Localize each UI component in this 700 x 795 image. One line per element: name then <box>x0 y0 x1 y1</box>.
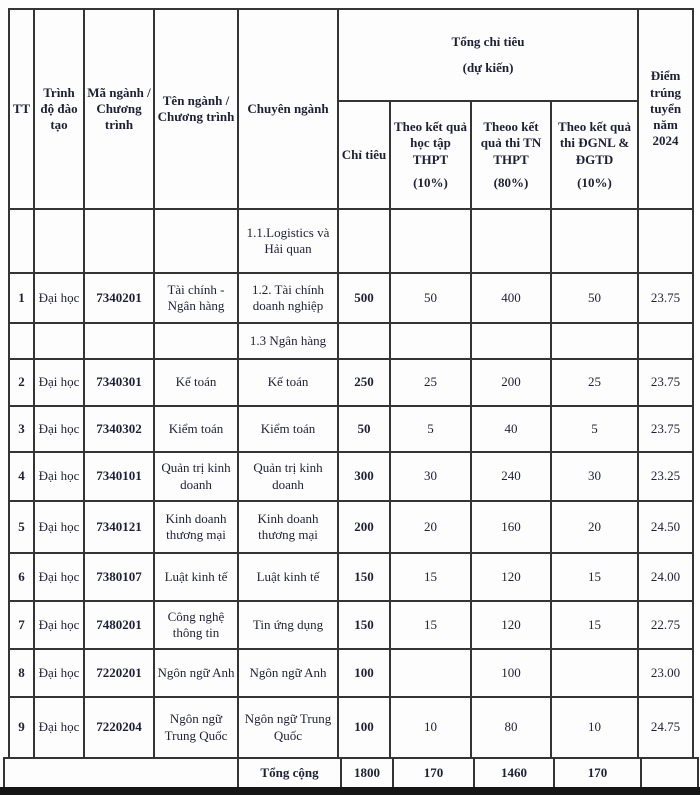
total-row-table <box>3 757 699 789</box>
exam-cell: 240 <box>471 452 551 501</box>
transcript-cell: 15 <box>390 601 471 649</box>
exam-cell <box>471 209 551 273</box>
header-quota: Chỉ tiêu <box>338 101 390 209</box>
major-cell: Quản trị kinh doanh <box>154 452 238 501</box>
level-cell: Đại học <box>34 553 84 601</box>
score-cell: 22.75 <box>638 601 693 649</box>
header-major: Tên ngành / Chương trình <box>154 9 238 209</box>
major-cell <box>154 209 238 273</box>
header-by-assessment-pct: (10%) <box>577 174 612 190</box>
specialization-cell: 1.1.Logistics và Hải quan <box>238 209 338 273</box>
tt-cell: 2 <box>9 359 34 406</box>
total-row <box>4 758 698 788</box>
code-cell: 7340301 <box>84 359 154 406</box>
specialization-cell: Kinh doanh thương mại <box>238 501 338 553</box>
major-cell: Công nghệ thông tin <box>154 601 238 649</box>
tt-cell: 1 <box>9 273 34 323</box>
score-cell: 23.75 <box>638 406 693 452</box>
table-row <box>9 501 693 553</box>
major-cell: Kinh doanh thương mại <box>154 501 238 553</box>
exam-cell: 120 <box>471 601 551 649</box>
header-total-quota-line1: Tổng chỉ tiêu <box>451 33 525 49</box>
tt-cell <box>9 323 34 359</box>
header-specialization: Chuyên ngành <box>238 9 338 209</box>
tt-cell <box>9 209 34 273</box>
specialization-cell: 1.2. Tài chính doanh nghiệp <box>238 273 338 323</box>
code-cell: 7340101 <box>84 452 154 501</box>
header-by-transcript-main: Theo kết quả học tập THPT <box>394 119 467 167</box>
specialization-cell: Tin ứng dụng <box>238 601 338 649</box>
quota-cell: 300 <box>338 452 390 501</box>
quota-cell: 200 <box>338 501 390 553</box>
level-cell: Đại học <box>34 501 84 553</box>
quota-cell: 250 <box>338 359 390 406</box>
code-cell: 7340121 <box>84 501 154 553</box>
transcript-cell: 5 <box>390 406 471 452</box>
quota-cell: 500 <box>338 273 390 323</box>
header-by-exam <box>471 101 551 209</box>
transcript-cell <box>390 649 471 697</box>
assessment-cell: 25 <box>551 359 638 406</box>
major-cell <box>154 323 238 359</box>
assessment-cell <box>551 323 638 359</box>
major-cell: Tài chính - Ngân hàng <box>154 273 238 323</box>
code-cell: 7220204 <box>84 697 154 758</box>
header-by-transcript-pct: (10%) <box>413 174 448 190</box>
code-cell <box>84 323 154 359</box>
admission-quota-table <box>8 8 694 759</box>
total-score-cell <box>641 758 698 788</box>
code-cell: 7480201 <box>84 601 154 649</box>
assessment-cell: 30 <box>551 452 638 501</box>
table-row <box>9 359 693 406</box>
specialization-cell: Ngôn ngữ Trung Quốc <box>238 697 338 758</box>
score-cell: 24.50 <box>638 501 693 553</box>
header-by-assessment-main: Theo kết quả thi ĐGNL & ĐGTD <box>558 119 631 167</box>
assessment-cell: 5 <box>551 406 638 452</box>
level-cell: Đại học <box>34 601 84 649</box>
header-by-transcript <box>390 101 471 209</box>
level-cell <box>34 323 84 359</box>
quota-cell: 50 <box>338 406 390 452</box>
transcript-cell: 20 <box>390 501 471 553</box>
specialization-cell: Luật kinh tế <box>238 553 338 601</box>
code-cell: 7380107 <box>84 553 154 601</box>
level-cell: Đại học <box>34 273 84 323</box>
table-row <box>9 697 693 758</box>
assessment-cell <box>551 209 638 273</box>
table-row <box>9 452 693 501</box>
transcript-cell: 10 <box>390 697 471 758</box>
table-row <box>9 273 693 323</box>
total-quota-cell: 1800 <box>341 758 393 788</box>
score-cell: 24.00 <box>638 553 693 601</box>
header-by-exam-pct: (80%) <box>493 174 529 190</box>
exam-cell: 120 <box>471 553 551 601</box>
transcript-cell <box>390 323 471 359</box>
bottom-dark-strip <box>0 787 700 795</box>
table-row <box>9 553 693 601</box>
tt-cell: 9 <box>9 697 34 758</box>
assessment-cell: 20 <box>551 501 638 553</box>
specialization-cell: Kiểm toán <box>238 406 338 452</box>
quota-cell: 150 <box>338 553 390 601</box>
transcript-cell: 50 <box>390 273 471 323</box>
table-row <box>9 601 693 649</box>
assessment-cell: 50 <box>551 273 638 323</box>
code-cell <box>84 209 154 273</box>
quota-cell <box>338 209 390 273</box>
header-code: Mã ngành / Chương trình <box>84 9 154 209</box>
level-cell: Đại học <box>34 406 84 452</box>
total-transcript-cell: 170 <box>393 758 474 788</box>
score-cell: 24.75 <box>638 697 693 758</box>
header-level: Trình độ đào tạo <box>34 9 84 209</box>
score-cell <box>638 323 693 359</box>
code-cell: 7340201 <box>84 273 154 323</box>
tt-cell: 4 <box>9 452 34 501</box>
major-cell: Ngôn ngữ Trung Quốc <box>154 697 238 758</box>
level-cell: Đại học <box>34 697 84 758</box>
specialization-cell: Quản trị kinh doanh <box>238 452 338 501</box>
exam-cell: 400 <box>471 273 551 323</box>
assessment-cell: 15 <box>551 553 638 601</box>
transcript-cell <box>390 209 471 273</box>
score-cell: 23.25 <box>638 452 693 501</box>
total-label-cell: Tổng cộng <box>238 758 341 788</box>
code-cell: 7340302 <box>84 406 154 452</box>
quota-cell <box>338 323 390 359</box>
transcript-cell: 30 <box>390 452 471 501</box>
table-row <box>9 649 693 697</box>
header-by-exam-main: Theoo kết quả thi TN THPT <box>480 119 542 167</box>
table-row <box>9 209 693 273</box>
major-cell: Luật kinh tế <box>154 553 238 601</box>
major-cell: Kiểm toán <box>154 406 238 452</box>
header-total-quota-line2: (dự kiến) <box>462 60 514 75</box>
score-cell: 23.75 <box>638 359 693 406</box>
level-cell: Đại học <box>34 649 84 697</box>
quota-cell: 150 <box>338 601 390 649</box>
code-cell: 7220201 <box>84 649 154 697</box>
assessment-cell: 10 <box>551 697 638 758</box>
assessment-cell <box>551 649 638 697</box>
tt-cell: 8 <box>9 649 34 697</box>
table-row <box>9 323 693 359</box>
score-cell: 23.75 <box>638 273 693 323</box>
transcript-cell: 25 <box>390 359 471 406</box>
level-cell <box>34 209 84 273</box>
exam-cell: 200 <box>471 359 551 406</box>
exam-cell: 100 <box>471 649 551 697</box>
total-spacer-cell <box>4 758 238 788</box>
table-row <box>9 406 693 452</box>
major-cell: Kế toán <box>154 359 238 406</box>
quota-cell: 100 <box>338 697 390 758</box>
score-cell <box>638 209 693 273</box>
specialization-cell: Ngôn ngữ Anh <box>238 649 338 697</box>
header-total-quota <box>338 9 638 101</box>
level-cell: Đại học <box>34 359 84 406</box>
exam-cell: 40 <box>471 406 551 452</box>
exam-cell: 160 <box>471 501 551 553</box>
exam-cell <box>471 323 551 359</box>
total-exam-cell: 1460 <box>474 758 554 788</box>
tt-cell: 3 <box>9 406 34 452</box>
transcript-cell: 15 <box>390 553 471 601</box>
tt-cell: 5 <box>9 501 34 553</box>
table-header <box>9 9 693 209</box>
tt-cell: 7 <box>9 601 34 649</box>
score-cell: 23.00 <box>638 649 693 697</box>
header-tt: TT <box>9 9 34 209</box>
level-cell: Đại học <box>34 452 84 501</box>
assessment-cell: 15 <box>551 601 638 649</box>
major-cell: Ngôn ngữ Anh <box>154 649 238 697</box>
tt-cell: 6 <box>9 553 34 601</box>
header-score-2024: Điểm trúng tuyển năm 2024 <box>638 9 693 209</box>
header-by-assessment <box>551 101 638 209</box>
quota-cell: 100 <box>338 649 390 697</box>
specialization-cell: Kế toán <box>238 359 338 406</box>
total-assessment-cell: 170 <box>554 758 641 788</box>
exam-cell: 80 <box>471 697 551 758</box>
specialization-cell: 1.3 Ngân hàng <box>238 323 338 359</box>
